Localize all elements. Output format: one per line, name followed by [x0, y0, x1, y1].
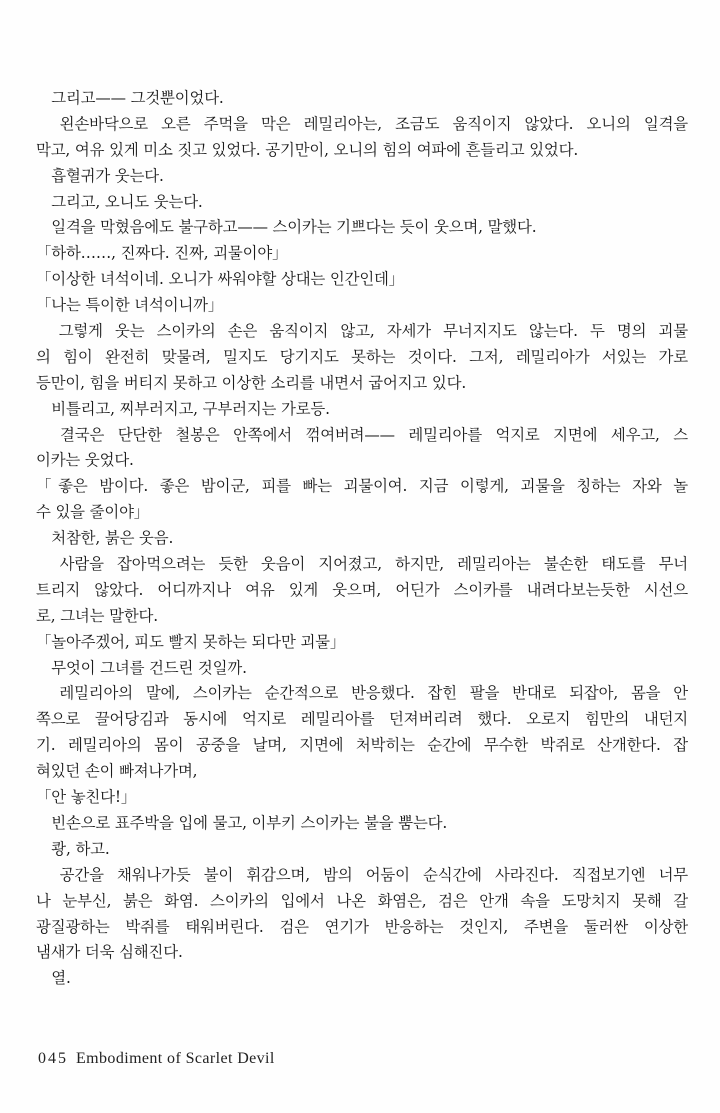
paragraph [36, 112, 688, 164]
text-line: 열. [36, 969, 71, 988]
text-line: 광질광하는 박쥐를 태워버린다. 검은 연기가 반응하는 것인지, 주변을 둘러싼 이상한 [36, 917, 688, 936]
paragraph [36, 785, 688, 811]
page-number: 045 [38, 1050, 68, 1067]
paragraph [36, 526, 688, 552]
paragraph [36, 397, 688, 423]
text-line: 결국은 단단한 철봉은 안쪽에서 꺾여버려—— 레밀리아를 억지로 지면에 세우고, 스 [36, 425, 688, 444]
paragraph [36, 215, 688, 241]
text-line: 수 있을 줄이야」 [36, 503, 150, 522]
text-line: 일격을 막혔음에도 불구하고—— 스이카는 기쁘다는 듯이 웃으며, 말했다. [36, 218, 537, 237]
text-line: 비틀리고, 찌부러지고, 구부러지는 가로등. [36, 399, 330, 418]
text-line: 흡혈귀가 웃는다. [36, 166, 164, 185]
text-line: 혀있던 손이 빠져나가며, [36, 762, 198, 781]
paragraph [36, 656, 688, 682]
book-title: Embodiment of Scarlet Devil [76, 1050, 275, 1067]
paragraph [36, 164, 688, 190]
text-line: 공간을 채워나가듯 불이 휘감으며, 밤의 어둠이 순식간에 사라진다. 직접보기엔 너무 [36, 865, 688, 884]
paragraph [36, 966, 688, 992]
paragraph [36, 190, 688, 216]
paragraph [36, 681, 688, 785]
text-line: 쾅, 하고. [36, 839, 110, 858]
text-line: 쪽으로 끌어당김과 동시에 억지로 레밀리아를 던져버리려 했다. 오로지 힘만의 내던지 [36, 710, 688, 729]
text-line: 처참한, 붉은 웃음. [36, 529, 174, 548]
paragraph [36, 552, 688, 630]
paragraph [36, 811, 688, 837]
text-line: 그리고, 오니도 웃는다. [36, 192, 203, 211]
paragraph [36, 267, 688, 293]
text-line: 「하하……, 진짜다. 진짜, 괴물이야」 [36, 244, 288, 263]
paragraph [36, 86, 688, 112]
paragraph [36, 319, 688, 397]
text-line: 「나는 특이한 녀석이니까」 [36, 296, 224, 315]
text-line: 「이상한 녀석이네. 오니가 싸워야할 상대는 인간인데」 [36, 270, 404, 289]
paragraph [36, 293, 688, 319]
paragraph [36, 863, 688, 967]
paragraph [36, 837, 688, 863]
paragraph [36, 474, 688, 526]
text-line: 트리지 않았다. 어디까지나 여유 있게 웃으며, 어딘가 스이카를 내려다보는듯한 시선으 [36, 580, 688, 599]
paragraph [36, 630, 688, 656]
paragraph [36, 423, 688, 475]
text-line: 왼손바닥으로 오른 주먹을 막은 레밀리아는, 조금도 움직이지 않았다. 오니의 일격을 [36, 114, 688, 133]
text-line: 「안 놓친다!」 [36, 788, 137, 807]
text-line: 나 눈부신, 붉은 화염. 스이카의 입에서 나온 화염은, 검은 안개 속을 도망치지 못해 갈 [36, 891, 688, 910]
text-line: 이카는 웃었다. [36, 451, 134, 470]
text-line: 사람을 잡아먹으려는 듯한 웃음이 지어졌고, 하지만, 레밀리아는 불손한 태도를 무너 [36, 555, 688, 574]
text-line: 「놀아주겠어, 피도 빨지 못하는 되다만 괴물」 [36, 632, 346, 651]
text-line: 그리고—— 그것뿐이었다. [36, 89, 224, 107]
text-line: 레밀리아의 말에, 스이카는 순간적으로 반응했다. 잡힌 팔을 반대로 되잡아, 몸을 안 [36, 684, 688, 703]
body-text [36, 86, 688, 992]
text-line: 로, 그녀는 말한다. [36, 606, 158, 625]
paragraph [36, 241, 688, 267]
text-line: 등만이, 힘을 버티지 못하고 이상한 소리를 내면서 굽어지고 있다. [36, 373, 467, 392]
text-line: 「좋은 밤이다. 좋은 밤이군, 피를 빠는 괴물이여. 지금 이렇게, 괴물을 칭하는 자와 놀 [36, 477, 688, 496]
text-line: 냄새가 더욱 심해진다. [36, 943, 183, 962]
text-line: 그렇게 웃는 스이카의 손은 움직이지 않고, 자세가 무너지지도 않는다. 두 명의 괴물 [36, 322, 688, 341]
text-line: 기. 레밀리아의 몸이 공중을 날며, 지면에 처박히는 순간에 무수한 박쥐로 산개한다. 잡 [36, 736, 688, 755]
text-line: 의 힘이 완전히 맞물려, 밀지도 당기지도 못하는 것이다. 그저, 레밀리아가 서있는 가로 [36, 347, 688, 366]
page-footer [38, 1050, 275, 1068]
text-line: 막고, 여유 있게 미소 짓고 있었다. 공기만이, 오니의 힘의 여파에 흔들리고 있었다. [36, 140, 579, 159]
text-line: 무엇이 그녀를 건드린 것일까. [36, 658, 247, 677]
text-line: 빈손으로 표주박을 입에 물고, 이부키 스이카는 불을 뿜는다. [36, 813, 448, 832]
